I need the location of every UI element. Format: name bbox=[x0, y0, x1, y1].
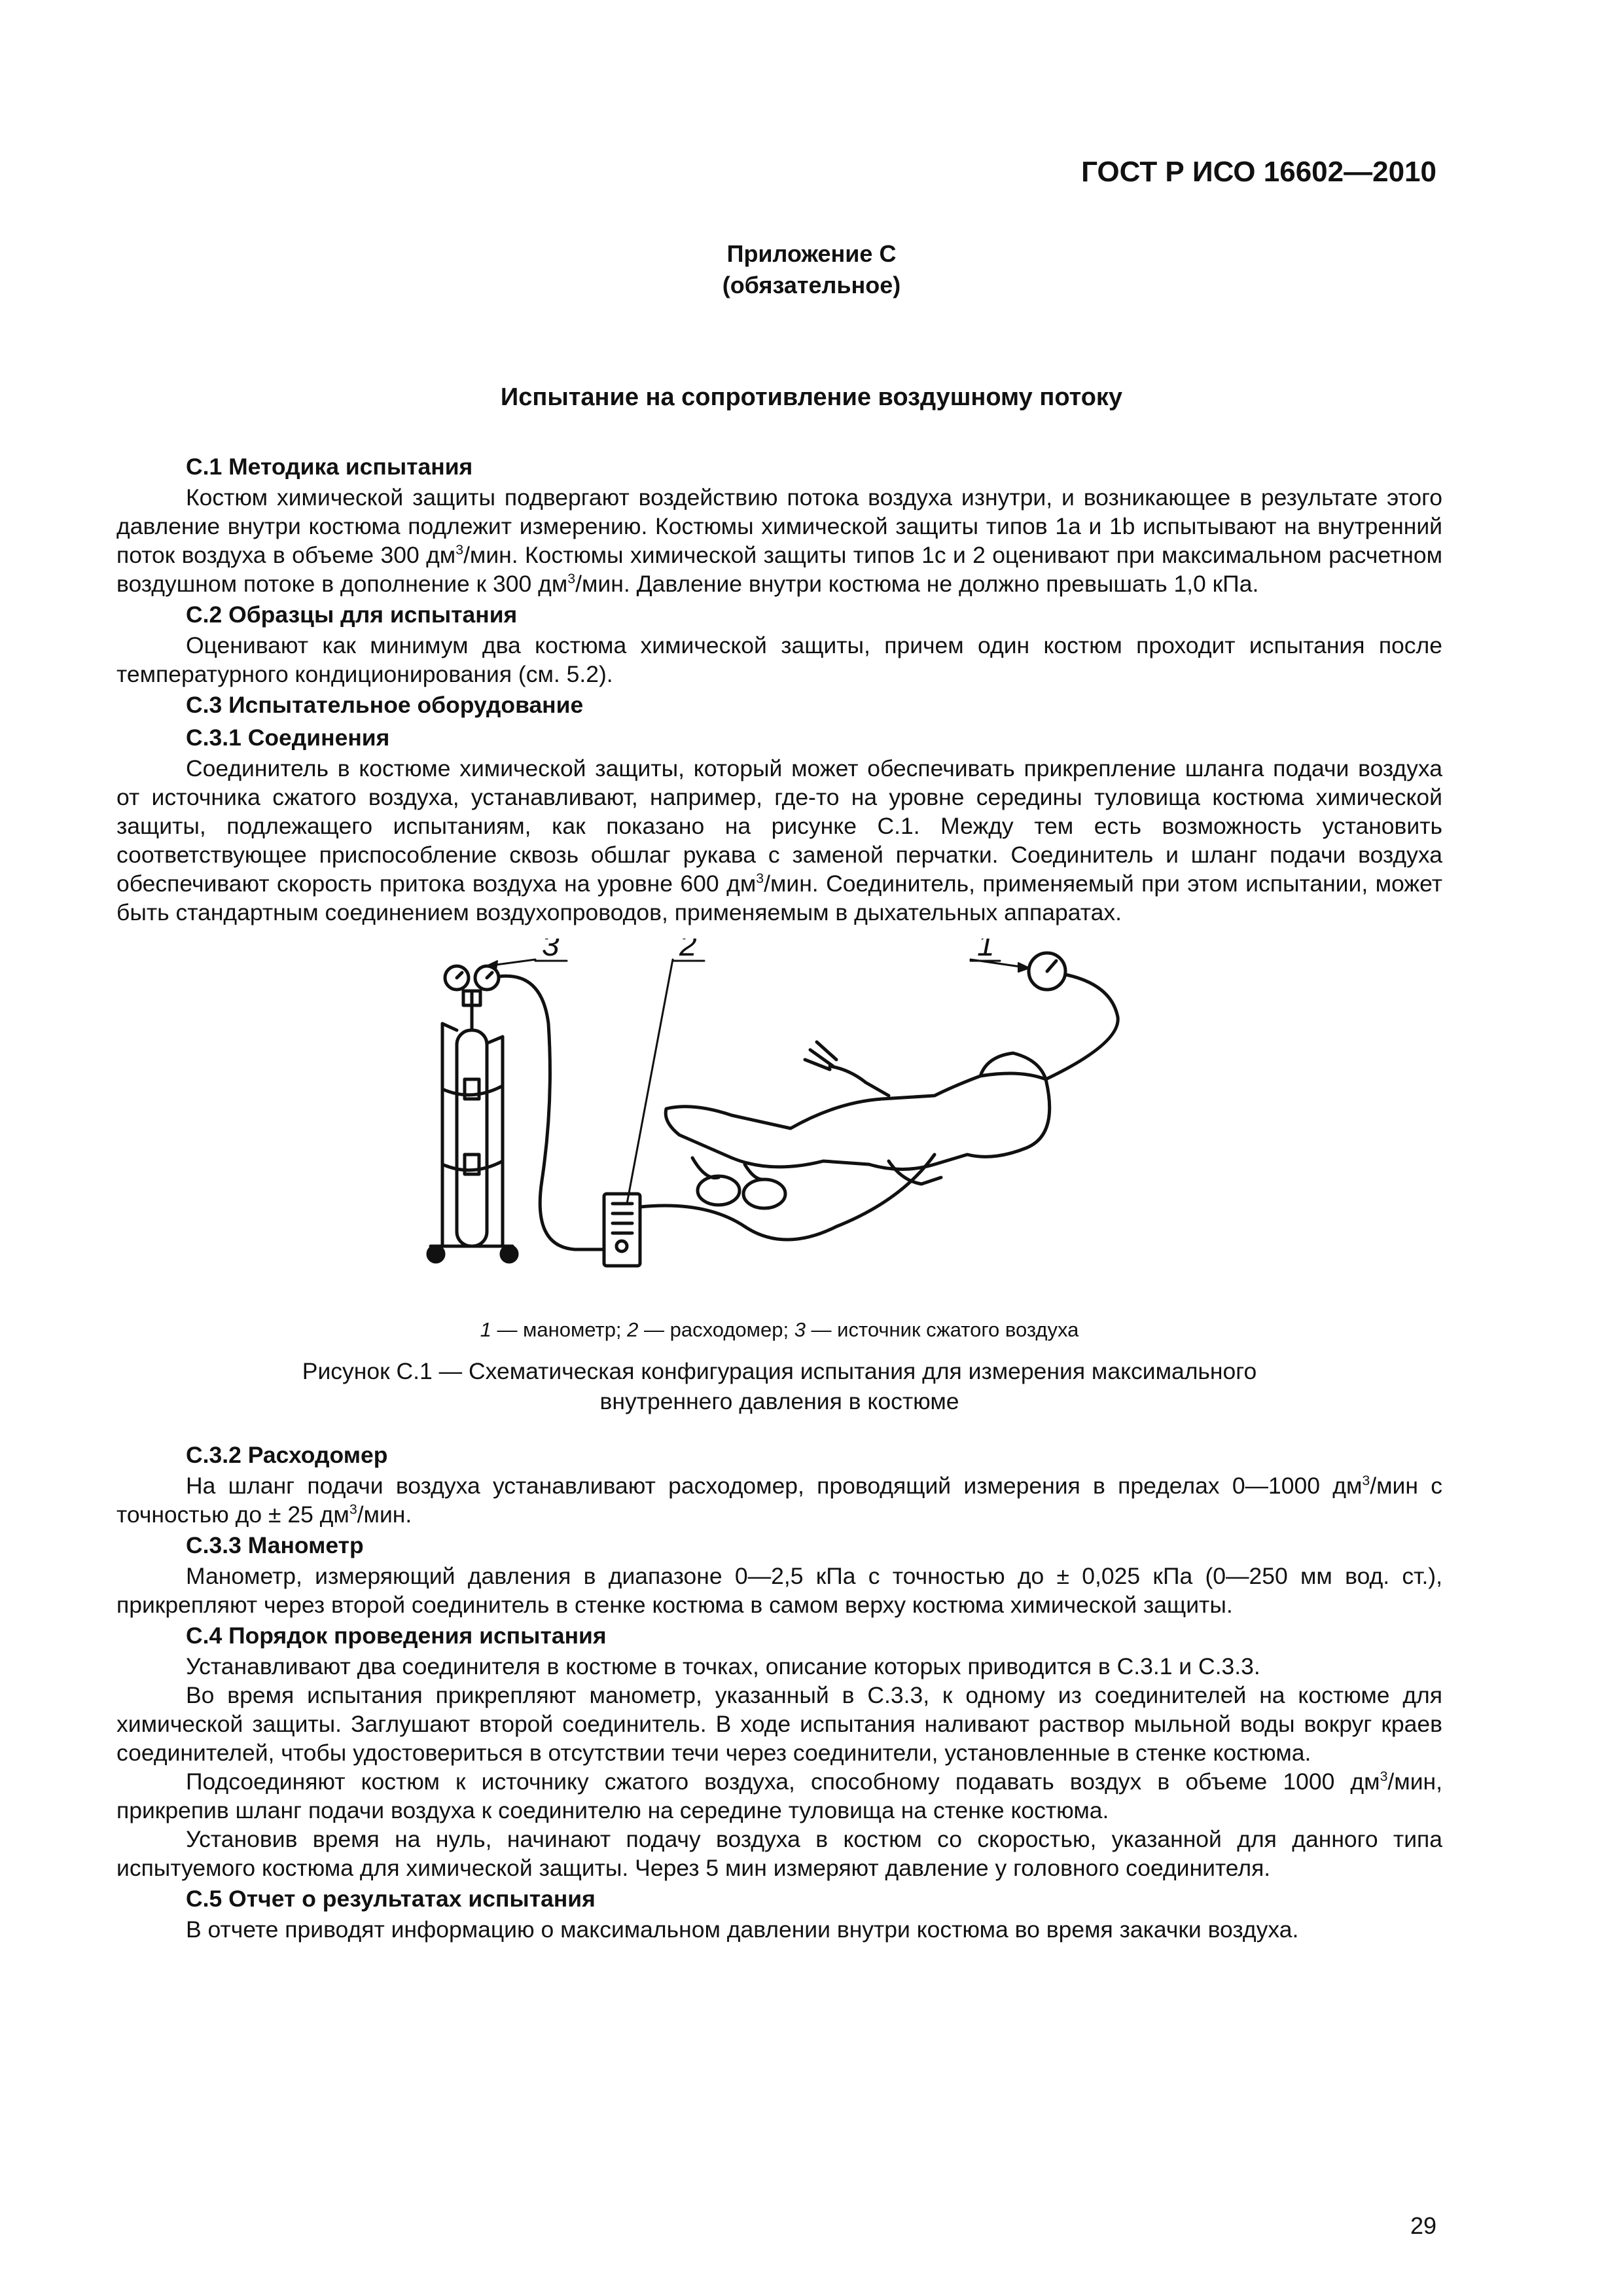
section-c3-heading: С.3 Испытательное оборудование bbox=[186, 692, 584, 718]
section-c1-paragraph: Костюм химической защиты подвергают воздействию потока воздуха изнутри, и возникающее в результате этого давление внутри костюма подлежит измерению. Костюмы химической защиты типов 1a и 1b испытывают на внутренний поток воздуха в объеме 300 $дм^3$/мин. Костюмы химической защиты типов 1c и 2 оценивают при максимальном расчетном воздушном потоке в дополнение к 300 $дм^3$/мин. Давление внутри костюма не должно превышать 1,0 кПа. bbox=[116, 484, 1442, 597]
section-c4-heading: С.4 Порядок проведения испытания bbox=[186, 1623, 607, 1649]
section-c31-heading: С.3.1 Соединения bbox=[186, 725, 390, 751]
callout-3: 3 bbox=[542, 939, 560, 963]
section-c4-paragraph-4: Установив время на нуль, начинают подачу воздуха в костюм со скоростью, указанной для данного типа испытуемого костюма для химической защиты. Через 5 мин измеряют давление у головного соединителя. bbox=[116, 1826, 1442, 1881]
section-c33-paragraph: Манометр, измеряющий давления в диапазоне 0—2,5 кПа с точностью до ± 0,025 кПа (0—250 мм вод. ст.), прикрепляют через второй соединитель в стенке костюма в самом верху костюма химической защиты. bbox=[116, 1563, 1442, 1618]
section-c32-heading: С.3.2 Расходомер bbox=[186, 1442, 388, 1468]
flowmeter-drawing bbox=[604, 1194, 640, 1266]
leader-line-2 bbox=[627, 960, 673, 1204]
section-c31-paragraph: Соединитель в костюме химической защиты, который может обеспечивать прикрепление шланга подачи воздуха от источника сжатого воздуха, устанавливают, например, где-то на уровне середины туловища костюма химической защиты, подлежащего испытаниям, как показано на рисунке С.1. Между тем есть возможность установить соответствующее приспособление сквозь обшлаг рукава с заменой перчатки. Соединитель и шланг подачи воздуха обеспечивают скорость притока воздуха на уровне 600 $дм^3$/мин. Соединитель, применяемый при этом испытании, может быть стандартным соединением воздухопроводов, применяемым в дыхательных аппаратах. bbox=[116, 755, 1442, 925]
document-body bbox=[116, 450, 1442, 1944]
air-hose-to-flowmeter bbox=[499, 976, 604, 1249]
annex-label: Приложение С bbox=[726, 240, 897, 267]
chemical-suit-drawing bbox=[666, 1042, 1050, 1208]
section-c4-paragraph-1: Устанавливают два соединителя в костюме в точках, описание которых приводится в С.3.1 и С.3.3. bbox=[186, 1653, 1260, 1679]
annex-status: (обязательное) bbox=[722, 272, 901, 298]
compressed-air-source-drawing bbox=[428, 966, 517, 1262]
section-c4-paragraph-3: Подсоединяют костюм к источнику сжатого воздуха, способному подавать воздух в объеме 1000 $дм^3$/мин, прикрепив шланг подачи воздуха к соединителю на середине туловища на стенке костюма. bbox=[116, 1768, 1442, 1823]
section-c2-paragraph: Оценивают как минимум два костюма химической защиты, причем один костюм проходит испытания после температурного кондиционирования (см. 5.2). bbox=[116, 632, 1442, 687]
page-title: Испытание на сопротивление воздушному потоку bbox=[500, 384, 1123, 411]
page-number: 29 bbox=[1410, 2212, 1436, 2239]
section-c4-paragraph-2: Во время испытания прикрепляют манометр, указанный в С.3.3, к одному из соединителей на костюме для химической защиты. Заглушают второй соединитель. В ходе испытания наливают раствор мыльной воды вокруг краев соединителей, чтобы удостовериться в отсутствии течи через соединители, установленные в стенке костюма. bbox=[116, 1682, 1442, 1766]
test-setup-diagram bbox=[116, 939, 1442, 1312]
section-c1-heading: С.1 Методика испытания bbox=[186, 454, 473, 480]
section-c5-paragraph: В отчете приводят информацию о максимальном давлении внутри костюма во время закачки воздуха. bbox=[186, 1916, 1299, 1943]
callout-2: 2 bbox=[679, 939, 697, 963]
standard-number: ГОСТ Р ИСО 16602—2010 bbox=[1081, 156, 1436, 188]
figure-legend: 1 — манометр; 2 — расходомер; 3 — источник сжатого воздуха bbox=[480, 1318, 1079, 1341]
annex-heading bbox=[0, 238, 1623, 301]
manometer-drawing bbox=[1029, 953, 1118, 1079]
section-c33-heading: С.3.3 Манометр bbox=[186, 1532, 364, 1558]
section-c32-paragraph: На шланг подачи воздуха устанавливают расходомер, проводящий измерения в пределах 0—1000 $дм^3$/мин с точностью до ± 25 $дм^3$/мин. bbox=[116, 1473, 1442, 1528]
callout-1: 1 bbox=[977, 939, 995, 963]
section-c5-heading: С.5 Отчет о результатах испытания bbox=[186, 1886, 596, 1912]
section-c2-heading: С.2 Образцы для испытания bbox=[186, 601, 518, 628]
figure-c1 bbox=[116, 939, 1442, 1312]
figure-caption: Рисунок С.1 — Схематическая конфигурация испытания для измерения максимального внутреннего давления в костюме bbox=[302, 1358, 1257, 1414]
